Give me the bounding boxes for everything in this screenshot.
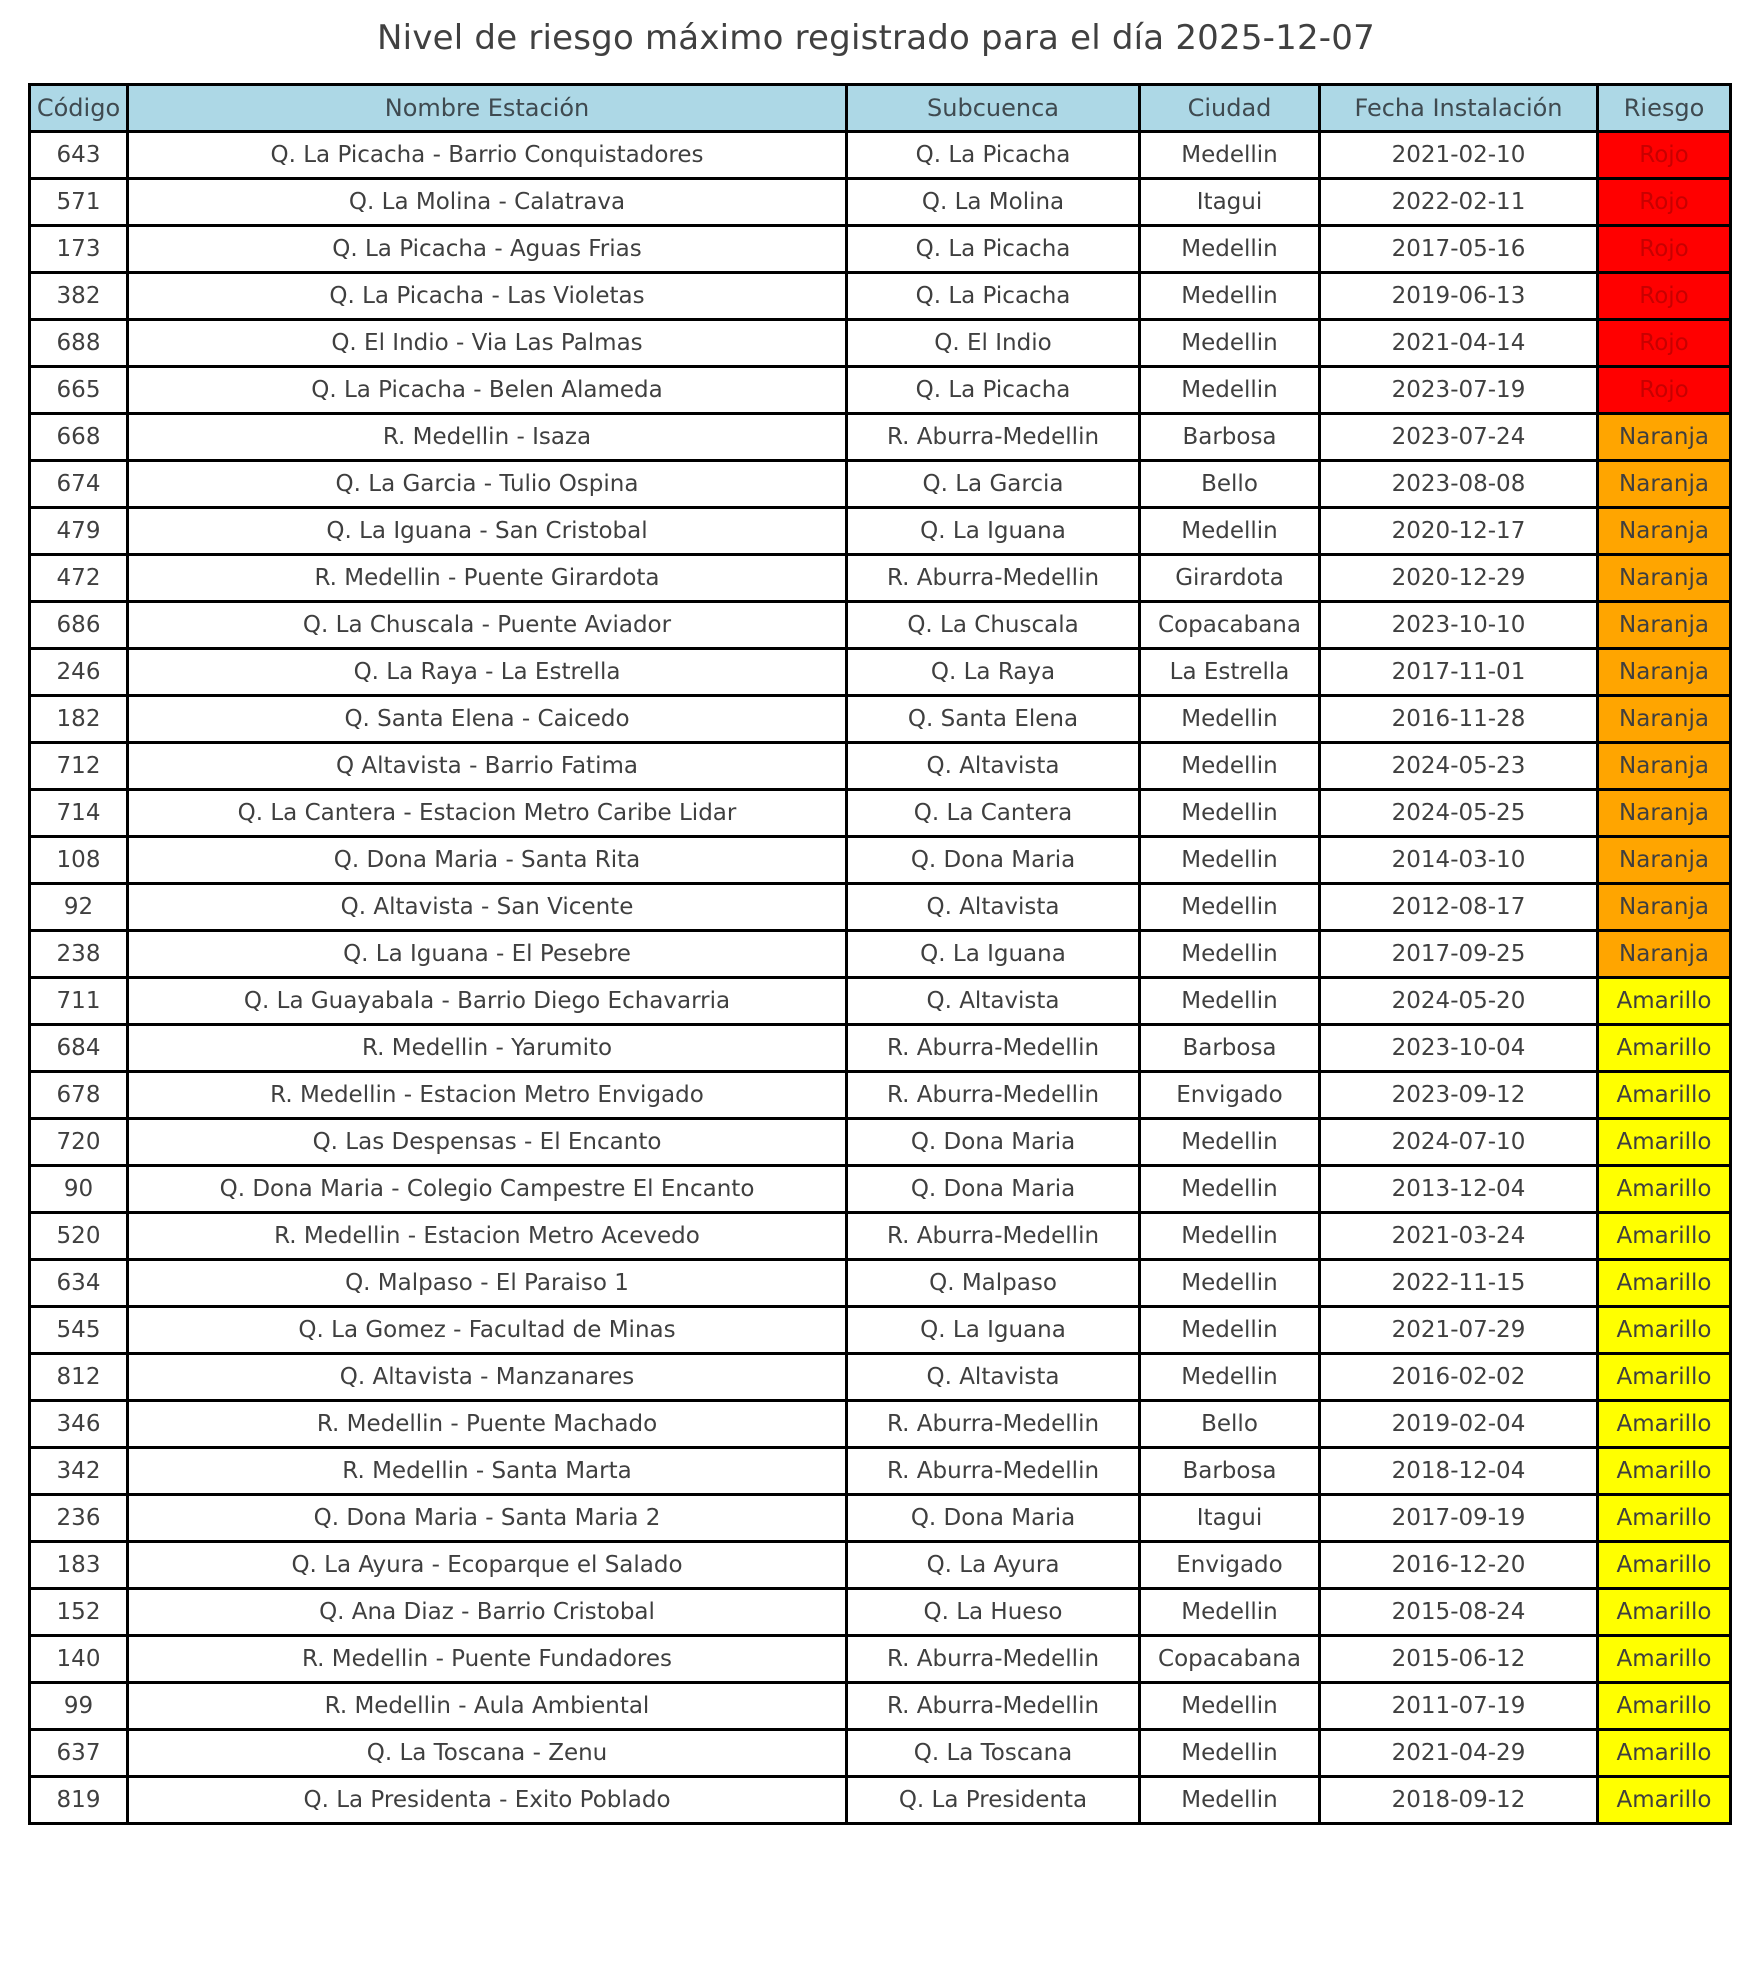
cell-nombre-estacion: R. Medellin - Yarumito [128,1025,847,1072]
cell-subcuenca: R. Aburra-Medellin [847,1213,1140,1260]
cell-fecha-instalacion: 2016-12-20 [1320,1542,1598,1589]
table-row [30,931,1731,978]
table-row [30,1260,1731,1307]
cell-nombre-estacion: Q. La Picacha - Aguas Frias [128,226,847,273]
cell-subcuenca: Q. La Hueso [847,1589,1140,1636]
table-row [30,555,1731,602]
cell-codigo: 342 [30,1448,128,1495]
table-row [30,273,1731,320]
cell-codigo: 678 [30,1072,128,1119]
cell-riesgo: Amarillo [1598,1542,1731,1589]
cell-nombre-estacion: Q. Dona Maria - Santa Maria 2 [128,1495,847,1542]
cell-codigo: 183 [30,1542,128,1589]
table-row [30,1730,1731,1777]
cell-nombre-estacion: Q. La Picacha - Las Violetas [128,273,847,320]
table-row [30,226,1731,273]
cell-fecha-instalacion: 2024-07-10 [1320,1119,1598,1166]
cell-fecha-instalacion: 2023-07-24 [1320,414,1598,461]
cell-ciudad: Bello [1140,1401,1320,1448]
cell-codigo: 246 [30,649,128,696]
cell-fecha-instalacion: 2018-09-12 [1320,1777,1598,1824]
cell-subcuenca: Q. La Picacha [847,367,1140,414]
cell-subcuenca: Q. La Picacha [847,132,1140,179]
cell-subcuenca: Q. La Raya [847,649,1140,696]
cell-subcuenca: R. Aburra-Medellin [847,1448,1140,1495]
cell-fecha-instalacion: 2020-12-17 [1320,508,1598,555]
table-row [30,414,1731,461]
cell-codigo: 674 [30,461,128,508]
cell-riesgo: Amarillo [1598,1119,1731,1166]
cell-subcuenca: Q. La Garcia [847,461,1140,508]
cell-riesgo: Naranja [1598,414,1731,461]
table-row [30,132,1731,179]
cell-riesgo: Amarillo [1598,1683,1731,1730]
cell-nombre-estacion: R. Medellin - Puente Fundadores [128,1636,847,1683]
cell-ciudad: Medellin [1140,696,1320,743]
cell-subcuenca: Q. La Picacha [847,226,1140,273]
cell-codigo: 152 [30,1589,128,1636]
cell-subcuenca: Q. Malpaso [847,1260,1140,1307]
cell-codigo: 520 [30,1213,128,1260]
column-header-ciudad: Ciudad [1140,85,1320,132]
column-header-subcuenca: Subcuenca [847,85,1140,132]
cell-codigo: 712 [30,743,128,790]
table-row [30,1448,1731,1495]
cell-nombre-estacion: Q. La Iguana - San Cristobal [128,508,847,555]
cell-subcuenca: Q. Dona Maria [847,1119,1140,1166]
cell-ciudad: Medellin [1140,508,1320,555]
table-row [30,837,1731,884]
cell-fecha-instalacion: 2015-06-12 [1320,1636,1598,1683]
cell-riesgo: Amarillo [1598,978,1731,1025]
table-row [30,1542,1731,1589]
cell-ciudad: Envigado [1140,1072,1320,1119]
cell-fecha-instalacion: 2017-09-25 [1320,931,1598,978]
cell-ciudad: Copacabana [1140,1636,1320,1683]
table-row [30,649,1731,696]
table-row [30,1213,1731,1260]
cell-codigo: 684 [30,1025,128,1072]
cell-subcuenca: Q. La Iguana [847,508,1140,555]
cell-subcuenca: R. Aburra-Medellin [847,414,1140,461]
cell-fecha-instalacion: 2024-05-25 [1320,790,1598,837]
cell-codigo: 643 [30,132,128,179]
cell-ciudad: Medellin [1140,273,1320,320]
cell-fecha-instalacion: 2013-12-04 [1320,1166,1598,1213]
cell-fecha-instalacion: 2021-04-14 [1320,320,1598,367]
cell-subcuenca: R. Aburra-Medellin [847,555,1140,602]
cell-ciudad: Medellin [1140,743,1320,790]
cell-ciudad: La Estrella [1140,649,1320,696]
cell-ciudad: Girardota [1140,555,1320,602]
cell-codigo: 479 [30,508,128,555]
cell-codigo: 711 [30,978,128,1025]
cell-codigo: 571 [30,179,128,226]
cell-riesgo: Amarillo [1598,1307,1731,1354]
cell-nombre-estacion: Q. Santa Elena - Caicedo [128,696,847,743]
cell-subcuenca: Q. La Toscana [847,1730,1140,1777]
cell-ciudad: Medellin [1140,132,1320,179]
table-row [30,1777,1731,1824]
cell-fecha-instalacion: 2019-02-04 [1320,1401,1598,1448]
cell-codigo: 99 [30,1683,128,1730]
table-row [30,1307,1731,1354]
cell-codigo: 92 [30,884,128,931]
cell-fecha-instalacion: 2019-06-13 [1320,273,1598,320]
cell-fecha-instalacion: 2020-12-29 [1320,555,1598,602]
cell-riesgo: Naranja [1598,837,1731,884]
cell-ciudad: Medellin [1140,1166,1320,1213]
cell-ciudad: Itagui [1140,1495,1320,1542]
cell-codigo: 90 [30,1166,128,1213]
cell-subcuenca: Q. La Iguana [847,1307,1140,1354]
table-row [30,602,1731,649]
table-row [30,696,1731,743]
cell-riesgo: Amarillo [1598,1636,1731,1683]
cell-codigo: 668 [30,414,128,461]
cell-subcuenca: Q. Santa Elena [847,696,1140,743]
cell-nombre-estacion: Q. Las Despensas - El Encanto [128,1119,847,1166]
cell-fecha-instalacion: 2023-09-12 [1320,1072,1598,1119]
cell-nombre-estacion: Q. La Presidenta - Exito Poblado [128,1777,847,1824]
cell-nombre-estacion: R. Medellin - Puente Girardota [128,555,847,602]
cell-fecha-instalacion: 2017-05-16 [1320,226,1598,273]
cell-ciudad: Medellin [1140,978,1320,1025]
cell-ciudad: Medellin [1140,320,1320,367]
table-row [30,1119,1731,1166]
cell-codigo: 686 [30,602,128,649]
cell-codigo: 714 [30,790,128,837]
cell-fecha-instalacion: 2021-03-24 [1320,1213,1598,1260]
cell-riesgo: Amarillo [1598,1495,1731,1542]
cell-riesgo: Rojo [1598,367,1731,414]
cell-codigo: 637 [30,1730,128,1777]
cell-fecha-instalacion: 2021-04-29 [1320,1730,1598,1777]
cell-riesgo: Naranja [1598,790,1731,837]
cell-subcuenca: R. Aburra-Medellin [847,1636,1140,1683]
table-row [30,978,1731,1025]
cell-subcuenca: Q. La Chuscala [847,602,1140,649]
cell-ciudad: Medellin [1140,1119,1320,1166]
cell-subcuenca: R. Aburra-Medellin [847,1683,1140,1730]
cell-nombre-estacion: Q. La Iguana - El Pesebre [128,931,847,978]
cell-nombre-estacion: Q. Altavista - San Vicente [128,884,847,931]
cell-ciudad: Medellin [1140,1683,1320,1730]
cell-fecha-instalacion: 2023-10-10 [1320,602,1598,649]
cell-riesgo: Rojo [1598,179,1731,226]
cell-codigo: 720 [30,1119,128,1166]
table-row [30,1401,1731,1448]
table-row [30,743,1731,790]
cell-nombre-estacion: Q. La Ayura - Ecoparque el Salado [128,1542,847,1589]
cell-subcuenca: R. Aburra-Medellin [847,1401,1140,1448]
table-row [30,884,1731,931]
cell-fecha-instalacion: 2024-05-23 [1320,743,1598,790]
column-header-nombre-estacion: Nombre Estación [128,85,847,132]
cell-fecha-instalacion: 2021-02-10 [1320,132,1598,179]
table-row [30,1683,1731,1730]
table-row [30,1354,1731,1401]
cell-riesgo: Amarillo [1598,1260,1731,1307]
table-row [30,1166,1731,1213]
cell-riesgo: Rojo [1598,226,1731,273]
cell-nombre-estacion: Q. La Garcia - Tulio Ospina [128,461,847,508]
column-header-fecha-instalacion: Fecha Instalación [1320,85,1598,132]
cell-riesgo: Rojo [1598,273,1731,320]
cell-fecha-instalacion: 2012-08-17 [1320,884,1598,931]
cell-ciudad: Itagui [1140,179,1320,226]
cell-subcuenca: Q. Dona Maria [847,837,1140,884]
cell-nombre-estacion: Q. La Toscana - Zenu [128,1730,847,1777]
cell-nombre-estacion: Q. La Picacha - Barrio Conquistadores [128,132,847,179]
cell-riesgo: Naranja [1598,461,1731,508]
table-row [30,320,1731,367]
cell-ciudad: Medellin [1140,1730,1320,1777]
cell-fecha-instalacion: 2014-03-10 [1320,837,1598,884]
cell-subcuenca: R. Aburra-Medellin [847,1072,1140,1119]
cell-nombre-estacion: Q. Dona Maria - Santa Rita [128,837,847,884]
cell-subcuenca: Q. La Ayura [847,1542,1140,1589]
cell-ciudad: Barbosa [1140,1025,1320,1072]
cell-ciudad: Barbosa [1140,1448,1320,1495]
cell-nombre-estacion: Q. Malpaso - El Paraiso 1 [128,1260,847,1307]
table-row [30,1589,1731,1636]
cell-riesgo: Naranja [1598,884,1731,931]
cell-codigo: 819 [30,1777,128,1824]
column-header-codigo: Código [30,85,128,132]
cell-subcuenca: Q. La Cantera [847,790,1140,837]
cell-codigo: 236 [30,1495,128,1542]
cell-fecha-instalacion: 2016-11-28 [1320,696,1598,743]
cell-riesgo: Amarillo [1598,1166,1731,1213]
cell-nombre-estacion: Q. La Raya - La Estrella [128,649,847,696]
cell-nombre-estacion: Q. Dona Maria - Colegio Campestre El Encanto [128,1166,847,1213]
cell-fecha-instalacion: 2011-07-19 [1320,1683,1598,1730]
cell-nombre-estacion: Q. La Chuscala - Puente Aviador [128,602,847,649]
cell-fecha-instalacion: 2023-07-19 [1320,367,1598,414]
cell-riesgo: Naranja [1598,649,1731,696]
cell-riesgo: Amarillo [1598,1354,1731,1401]
cell-nombre-estacion: Q. La Molina - Calatrava [128,179,847,226]
cell-riesgo: Amarillo [1598,1777,1731,1824]
cell-riesgo: Amarillo [1598,1072,1731,1119]
cell-ciudad: Medellin [1140,1307,1320,1354]
cell-riesgo: Amarillo [1598,1025,1731,1072]
cell-codigo: 238 [30,931,128,978]
cell-nombre-estacion: Q. El Indio - Via Las Palmas [128,320,847,367]
cell-riesgo: Naranja [1598,555,1731,602]
cell-riesgo: Naranja [1598,696,1731,743]
cell-nombre-estacion: Q. Ana Diaz - Barrio Cristobal [128,1589,847,1636]
cell-nombre-estacion: R. Medellin - Isaza [128,414,847,461]
cell-ciudad: Envigado [1140,1542,1320,1589]
cell-nombre-estacion: R. Medellin - Estacion Metro Envigado [128,1072,847,1119]
cell-ciudad: Copacabana [1140,602,1320,649]
cell-subcuenca: Q. Altavista [847,884,1140,931]
cell-subcuenca: Q. Altavista [847,1354,1140,1401]
cell-subcuenca: Q. Dona Maria [847,1495,1140,1542]
cell-ciudad: Medellin [1140,790,1320,837]
table-row [30,1025,1731,1072]
cell-codigo: 108 [30,837,128,884]
cell-fecha-instalacion: 2023-10-04 [1320,1025,1598,1072]
cell-fecha-instalacion: 2017-09-19 [1320,1495,1598,1542]
cell-codigo: 382 [30,273,128,320]
cell-nombre-estacion: Q. Altavista - Manzanares [128,1354,847,1401]
cell-ciudad: Medellin [1140,226,1320,273]
cell-nombre-estacion: R. Medellin - Puente Machado [128,1401,847,1448]
table-row [30,1495,1731,1542]
cell-codigo: 665 [30,367,128,414]
cell-nombre-estacion: R. Medellin - Santa Marta [128,1448,847,1495]
cell-subcuenca: Q. Altavista [847,743,1140,790]
cell-ciudad: Medellin [1140,931,1320,978]
cell-nombre-estacion: Q Altavista - Barrio Fatima [128,743,847,790]
cell-subcuenca: Q. La Presidenta [847,1777,1140,1824]
cell-subcuenca: Q. La Iguana [847,931,1140,978]
table-row [30,179,1731,226]
cell-codigo: 545 [30,1307,128,1354]
cell-ciudad: Medellin [1140,837,1320,884]
cell-subcuenca: Q. El Indio [847,320,1140,367]
cell-subcuenca: Q. La Molina [847,179,1140,226]
header-row [30,85,1731,132]
cell-fecha-instalacion: 2023-08-08 [1320,461,1598,508]
cell-riesgo: Amarillo [1598,1730,1731,1777]
cell-riesgo: Rojo [1598,132,1731,179]
cell-subcuenca: Q. Altavista [847,978,1140,1025]
cell-fecha-instalacion: 2024-05-20 [1320,978,1598,1025]
cell-codigo: 182 [30,696,128,743]
cell-ciudad: Medellin [1140,884,1320,931]
cell-ciudad: Medellin [1140,1213,1320,1260]
cell-nombre-estacion: Q. La Picacha - Belen Alameda [128,367,847,414]
risk-table [28,83,1732,1825]
cell-codigo: 472 [30,555,128,602]
cell-subcuenca: R. Aburra-Medellin [847,1025,1140,1072]
cell-ciudad: Bello [1140,461,1320,508]
table-row [30,461,1731,508]
cell-riesgo: Naranja [1598,743,1731,790]
cell-riesgo: Naranja [1598,931,1731,978]
cell-nombre-estacion: R. Medellin - Aula Ambiental [128,1683,847,1730]
cell-fecha-instalacion: 2017-11-01 [1320,649,1598,696]
cell-codigo: 634 [30,1260,128,1307]
table-row [30,508,1731,555]
cell-riesgo: Amarillo [1598,1448,1731,1495]
cell-nombre-estacion: Q. La Guayabala - Barrio Diego Echavarria [128,978,847,1025]
cell-ciudad: Medellin [1140,1354,1320,1401]
cell-codigo: 140 [30,1636,128,1683]
cell-riesgo: Amarillo [1598,1401,1731,1448]
cell-ciudad: Medellin [1140,1260,1320,1307]
cell-riesgo: Naranja [1598,508,1731,555]
cell-codigo: 346 [30,1401,128,1448]
cell-ciudad: Barbosa [1140,414,1320,461]
table-row [30,1636,1731,1683]
cell-fecha-instalacion: 2021-07-29 [1320,1307,1598,1354]
cell-nombre-estacion: Q. La Gomez - Facultad de Minas [128,1307,847,1354]
table-row [30,1072,1731,1119]
cell-fecha-instalacion: 2015-08-24 [1320,1589,1598,1636]
cell-fecha-instalacion: 2022-11-15 [1320,1260,1598,1307]
cell-riesgo: Amarillo [1598,1213,1731,1260]
cell-ciudad: Medellin [1140,367,1320,414]
cell-subcuenca: Q. Dona Maria [847,1166,1140,1213]
cell-nombre-estacion: Q. La Cantera - Estacion Metro Caribe Lidar [128,790,847,837]
cell-fecha-instalacion: 2018-12-04 [1320,1448,1598,1495]
table-row [30,367,1731,414]
column-header-riesgo: Riesgo [1598,85,1731,132]
cell-subcuenca: Q. La Picacha [847,273,1140,320]
cell-fecha-instalacion: 2022-02-11 [1320,179,1598,226]
table-body [30,132,1731,1824]
table-row [30,790,1731,837]
cell-fecha-instalacion: 2016-02-02 [1320,1354,1598,1401]
cell-riesgo: Amarillo [1598,1589,1731,1636]
cell-riesgo: Rojo [1598,320,1731,367]
cell-riesgo: Naranja [1598,602,1731,649]
cell-ciudad: Medellin [1140,1589,1320,1636]
cell-nombre-estacion: R. Medellin - Estacion Metro Acevedo [128,1213,847,1260]
cell-codigo: 688 [30,320,128,367]
cell-codigo: 812 [30,1354,128,1401]
cell-ciudad: Medellin [1140,1777,1320,1824]
chart-title: Nivel de riesgo máximo registrado para el día 2025-12-07 [377,18,1375,58]
cell-codigo: 173 [30,226,128,273]
